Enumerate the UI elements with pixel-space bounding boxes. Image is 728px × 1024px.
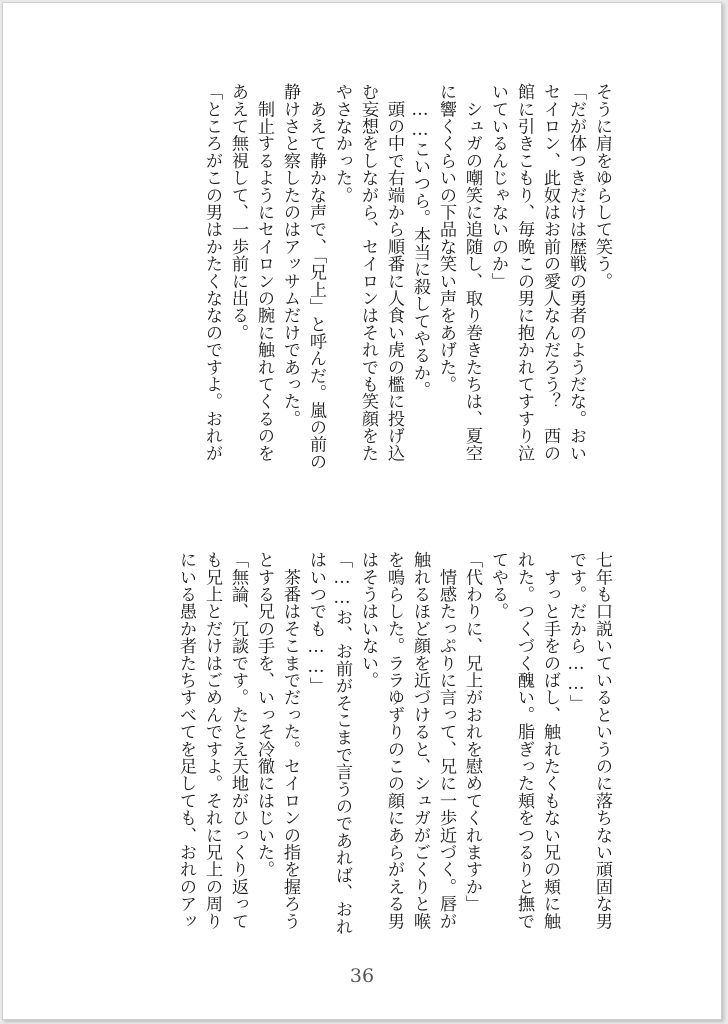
- text-line: 「代わりに、兄上がおれを慰めてくれますか」: [462, 551, 482, 913]
- text-line: いているんじゃないのか」: [488, 83, 508, 290]
- text-line: 「だが体つきだけは歴戦の勇者のようだな。おい: [566, 83, 586, 462]
- text-line: とする兄の手を、いっそ冷徹にはじいた。: [254, 551, 274, 878]
- text-line: 館に引きこもり、毎晩この男に抱かれてすすり泣: [514, 83, 534, 462]
- text-line: 情感たっぷりに言って、兄に一歩近づく。唇が: [436, 551, 456, 930]
- page-number: 36: [349, 965, 375, 987]
- book-page: [2, 2, 722, 1020]
- text-line: てやる。: [488, 551, 508, 620]
- text-line: に響くくらいの下品な笑い声をあげた。: [436, 83, 456, 393]
- text-line: シュガの嘲笑に追随し、取り巻きたちは、夏空: [462, 83, 482, 462]
- text-line: 七年も口説いているというのに落ちない頑固な男: [592, 551, 612, 930]
- text-line: はそうはいない。: [358, 551, 378, 689]
- text-line: を鳴らした。ララゆずりのこの顔にあらがえる男: [384, 551, 404, 930]
- text-line: です。だから……」: [566, 551, 586, 712]
- text-line: む妄想をしながら、セイロンはそれでも笑顔をた: [358, 83, 378, 462]
- lower-text-block: [173, 551, 615, 961]
- text-line: 制止するようにセイロンの腕に触れてくるのを: [254, 83, 274, 462]
- text-line: にいる愚か者たちすべてを足しても、おれのアッ: [176, 551, 196, 930]
- text-line: あえて静かな声で、「兄上」と呼んだ。嵐の前の: [306, 83, 326, 470]
- text-line: 茶番はそこまでだった。セイロンの指を握ろう: [280, 551, 300, 930]
- text-line: も兄上とだけはごめんですよ。それに兄上の周り: [202, 551, 222, 930]
- text-line: 静けさと察したのはアッサムだけであった。: [280, 83, 300, 427]
- text-line: れた。つくづく醜い。脂ぎった頬をつるりと撫で: [514, 551, 534, 930]
- text-line: 触れるほど顔を近づけると、シュガがごくりと喉: [410, 551, 430, 930]
- text-line: 頭の中で右端から順番に人食い虎の檻に投げ込: [384, 83, 404, 462]
- text-line: 「ところがこの男はかたくななのですよ。おれが: [202, 83, 222, 462]
- text-line: あえて無視して、一歩前に出る。: [228, 83, 248, 341]
- text-line: セイロン、此奴はお前の愛人なんだろう？ 西の: [540, 83, 560, 462]
- text-line: 「無論、冗談です。たとえ天地がひっくり返って: [228, 551, 248, 930]
- text-line: すっと手をのばし、触れたくもない兄の頬に触: [540, 551, 560, 930]
- text-line: 「……お、お前がそこまで言うのであれば、おれ: [332, 551, 352, 935]
- text-line: やさなかった。: [332, 83, 352, 204]
- text-line: ……こいつら。本当に殺してやるか。: [410, 83, 430, 399]
- text-line: はいつでも……」: [306, 551, 326, 695]
- text-line: そうに肩をゆらして笑う。: [592, 83, 612, 290]
- upper-text-block: [199, 83, 615, 523]
